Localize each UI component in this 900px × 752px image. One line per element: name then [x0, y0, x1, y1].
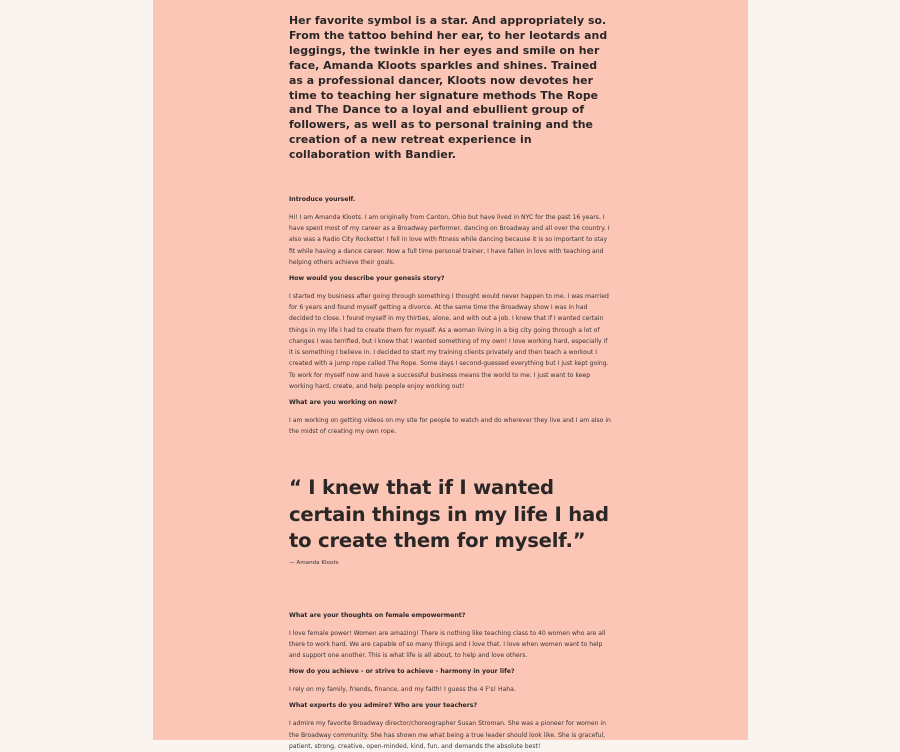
question-experts: What experts do you admire? Who are your teachers? [289, 702, 478, 710]
article-content [289, 14, 613, 752]
pull-quote-attribution: — Amanda Kloots [289, 559, 339, 566]
answer-empowerment: I love female power! Women are amazing! There is nothing like teaching class to 40 women who are all there to work hard. We are capable of so many things and I love that. I love when women want to help and support one another. This is what life is all about, to help and love others. [289, 629, 606, 659]
question-introduce: Introduce yourself. [289, 196, 356, 204]
question-genesis: How would you describe your genesis story? [289, 275, 445, 283]
answer-working-on: I am working on getting videos on my site for people to watch and do wherever they live and I am also in the midst of creating my own rope. [289, 416, 611, 436]
qa-section [289, 195, 613, 437]
question-working-on: What are you working on now? [289, 398, 397, 406]
question-empowerment: What are your thoughts on female empowerment? [289, 611, 466, 619]
answer-experts: I admire my favorite Broadway director/choreographer Susan Stroman. She was a pioneer for women in the Broadway community. She has shown me what being a true leader should look like. She is graceful, patient, strong, creative, open-minded, kind, fun, and demands the absolute best! [289, 720, 606, 750]
answer-introduce: Hi! I am Amanda Kloots. I am originally from Canton, Ohio but have lived in NYC for the past 16 years. I have spent most of my career as a Broadway performer, dancing on Broadway and all over the country. I also was a Radio City Rockette! I fell in love with fitness while dancing because it is so important to stay fit while having a dance career. Now a full time personal trainer, I have fallen in love with teaching and helping others achieve their goals. [289, 214, 610, 266]
answer-genesis: I started my business after going through something I thought would never happen to me. I was married for 6 years and found myself getting a divorce. At the same time the Broadway show I was in had decided to close. I found myself in my thirties, alone, and with out a job. I knew that if I wanted certain things in my life I had to create them for myself. As a woman living in a big city going through a lot of changes I was terrified, but I knew that I wanted something of my own! I love working hard, especially if it is something I believe in. I decided to start my training clients privately and then teach a workout I created with a jump rope called The Rope. Some days I second-guessed everything but I just kept going. To work for myself now and have a successful business means the world to me. I just want to keep working hard, create, and help people enjoy working out! [289, 293, 609, 390]
answer-harmony: I rely on my family, friends, finance, and my faith! I guess the 4 F's! Haha. [289, 686, 516, 694]
article-panel [153, 0, 748, 750]
intro-paragraph: Her favorite symbol is a star. And appropriately so. From the tattoo behind her ear, to her leotards and leggings, the twinkle in her eyes and smile on her face, Amanda Kloots sparkles and shines. Trained as a professional dancer, Kloots now devotes her time to teaching her signature methods The Rope and The Dance to a loyal and ebullient group of followers, as well as to personal training and the creation of a new retreat experience in collaboration with Bandier. [289, 14, 608, 162]
qa-section-2 [289, 611, 613, 752]
question-harmony: How do you achieve - or strive to achieve - harmony in your life? [289, 668, 515, 676]
pull-quote: “ I knew that if I wanted certain things in my life I had to create them for myself.” [289, 476, 609, 553]
